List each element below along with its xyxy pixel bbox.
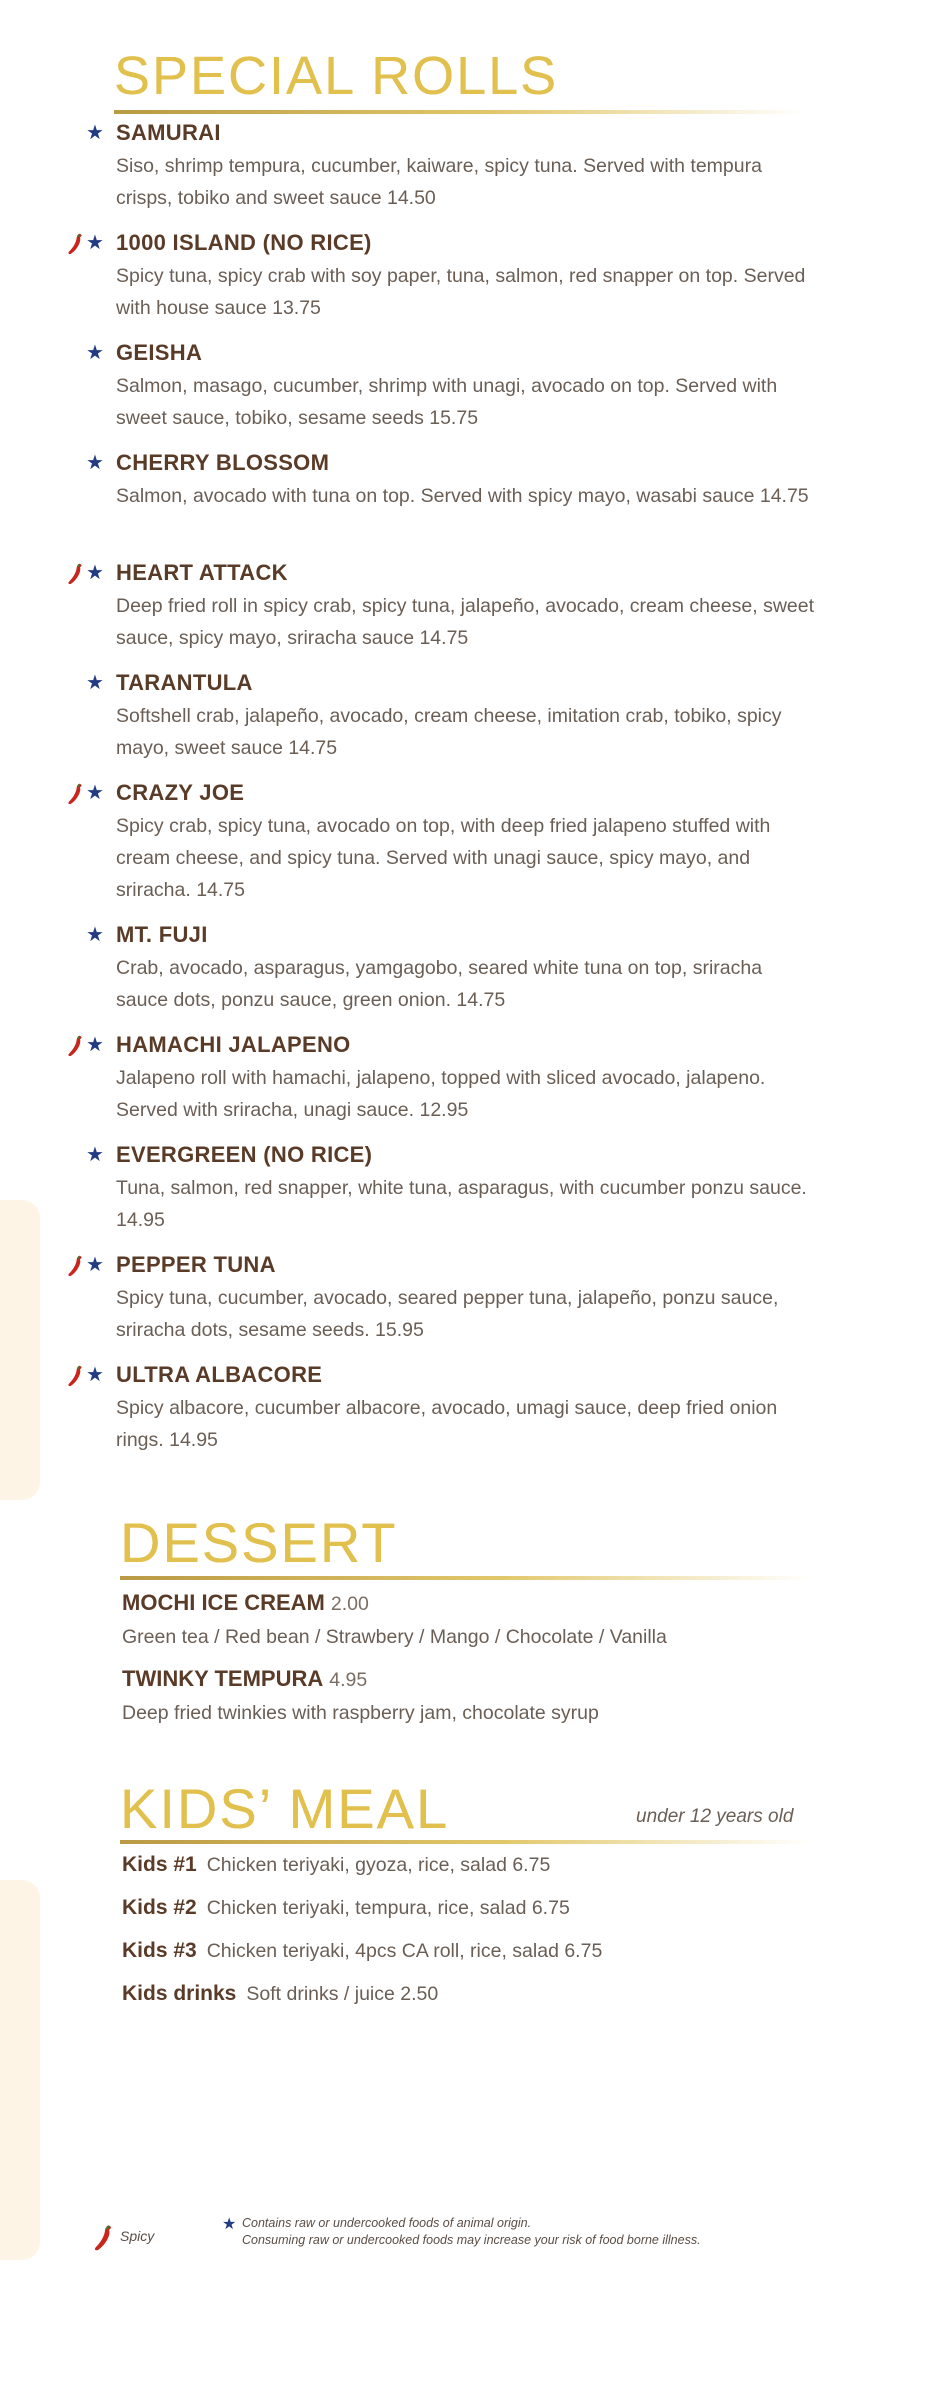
menu-item-desc: Spicy tuna, spicy crab with soy paper, tuna, salmon, red snapper on top. Served with house sauce 13.75 — [116, 265, 806, 319]
menu-item — [86, 118, 816, 214]
kids-meal-name: Kids #3 — [122, 1939, 197, 1962]
menu-item — [86, 228, 816, 324]
menu-item-name: CHERRY BLOSSOM — [116, 450, 330, 475]
dessert-title-rule — [120, 1576, 810, 1580]
menu-item-desc: Softshell crab, jalapeño, avocado, cream cheese, imitation crab, tobiko, spicy mayo, sweet sauce 14.75 — [116, 705, 782, 759]
star-icon: ★ — [86, 1254, 104, 1276]
menu-item-desc: Crab, avocado, asparagus, yamgagobo, seared white tuna on top, sriracha sauce dots, ponzu sauce, green onion. 14.75 — [116, 957, 763, 1011]
kids-meal-title-rule — [120, 1840, 810, 1844]
dessert-item-name: TWINKY TEMPURA — [122, 1666, 324, 1691]
star-icon: ★ — [86, 232, 104, 254]
kids-meal-desc: Chicken teriyaki, tempura, rice, salad 6.75 — [206, 1897, 570, 1919]
menu-item-name: EVERGREEN (NO RICE) — [116, 1142, 373, 1167]
legend-raw-line2: Consuming raw or undercooked foods may increase your risk of food borne illness. — [242, 2233, 701, 2247]
menu-item — [86, 448, 816, 512]
menu-item — [86, 558, 816, 654]
menu-item-name: 1000 ISLAND (NO RICE) — [116, 230, 372, 255]
dessert-item-price: 4.95 — [329, 1669, 368, 1691]
menu-item — [86, 920, 816, 1016]
star-icon: ★ — [86, 452, 104, 474]
kids-meal-title: KIDS’ MEAL — [120, 1777, 450, 1840]
menu-item-desc: Siso, shrimp tempura, cucumber, kaiware, spicy tuna. Served with tempura crisps, tobiko and sweet sauce 14.50 — [116, 155, 762, 209]
star-icon: ★ — [86, 1364, 104, 1386]
dessert-item — [122, 1664, 822, 1729]
star-icon: ★ — [86, 924, 104, 946]
menu-item — [86, 778, 816, 906]
menu-item-name: GEISHA — [116, 340, 203, 365]
kids-meal-name: Kids drinks — [122, 1982, 237, 2005]
chili-pepper-icon — [92, 2224, 114, 2252]
menu-item-name: PEPPER TUNA — [116, 1252, 276, 1277]
chili-pepper-icon — [66, 782, 84, 806]
chili-pepper-icon — [66, 562, 84, 586]
dessert-item-price: 2.00 — [330, 1593, 369, 1615]
menu-item — [86, 338, 816, 434]
star-icon: ★ — [86, 122, 104, 144]
decorative-background-shape — [0, 1880, 40, 2260]
star-icon: ★ — [86, 782, 104, 804]
legend-raw-line1: Contains raw or undercooked foods of animal origin. — [242, 2216, 532, 2230]
chili-pepper-icon — [66, 232, 84, 256]
decorative-background-shape — [0, 1200, 40, 1500]
chili-pepper-icon — [66, 1364, 84, 1388]
menu-item — [86, 668, 816, 764]
menu-item-name: TARANTULA — [116, 670, 253, 695]
menu-item-name: SAMURAI — [116, 120, 221, 145]
menu-item — [86, 1140, 816, 1236]
kids-meal-subtitle: under 12 years old — [636, 1806, 794, 1827]
legend-raw — [222, 2216, 922, 2256]
kids-meal-desc: Soft drinks / juice 2.50 — [246, 1983, 439, 2005]
star-icon: ★ — [86, 342, 104, 364]
menu-item — [86, 1030, 816, 1126]
star-icon: ★ — [86, 562, 104, 584]
dessert-item-desc: Green tea / Red bean / Strawbery / Mango / Chocolate / Vanilla — [122, 1626, 667, 1648]
menu-item-desc: Spicy tuna, cucumber, avocado, seared pepper tuna, jalapeño, ponzu sauce, sriracha dots, sesame seeds. 15.95 — [116, 1287, 779, 1341]
menu-item-desc: Tuna, salmon, red snapper, white tuna, asparagus, with cucumber ponzu sauce. 14.95 — [116, 1177, 807, 1231]
menu-item-name: ULTRA ALBACORE — [116, 1362, 323, 1387]
menu-item-desc: Spicy crab, spicy tuna, avocado on top, with deep fried jalapeno stuffed with cream cheese, and spicy tuna. Served with unagi sauce, spicy mayo, and sriracha. 14.75 — [116, 815, 771, 901]
special-rolls-title-rule — [114, 110, 804, 114]
menu-item-desc: Spicy albacore, cucumber albacore, avocado, umagi sauce, deep fried onion rings. 14.95 — [116, 1397, 778, 1451]
kids-meal-row — [122, 1850, 550, 1880]
dessert-title: DESSERT — [120, 1511, 398, 1574]
dessert-item-name: MOCHI ICE CREAM — [122, 1590, 325, 1615]
legend-spicy-label: Spicy — [120, 2228, 155, 2244]
star-icon: ★ — [86, 1144, 104, 1166]
dessert-item-desc: Deep fried twinkies with raspberry jam, chocolate syrup — [122, 1702, 599, 1724]
kids-meal-desc: Chicken teriyaki, 4pcs CA roll, rice, salad 6.75 — [206, 1940, 603, 1962]
menu-item-desc: Salmon, avocado with tuna on top. Served with spicy mayo, wasabi sauce 14.75 — [116, 485, 809, 507]
chili-pepper-icon — [66, 1254, 84, 1278]
dessert-item — [122, 1588, 822, 1653]
kids-meal-row — [122, 1936, 602, 1966]
menu-item-name: MT. FUJI — [116, 922, 208, 947]
menu-item — [86, 1250, 816, 1346]
special-rolls-title: SPECIAL ROLLS — [114, 46, 559, 106]
chili-pepper-icon — [66, 1034, 84, 1058]
menu-item-desc: Jalapeno roll with hamachi, jalapeno, topped with sliced avocado, jalapeno. Served with sriracha, unagi sauce. 12.95 — [116, 1067, 766, 1121]
menu-item-name: HEART ATTACK — [116, 560, 288, 585]
menu-item — [86, 1360, 816, 1456]
menu-item-name: CRAZY JOE — [116, 780, 245, 805]
kids-meal-desc: Chicken teriyaki, gyoza, rice, salad 6.75 — [206, 1854, 551, 1876]
kids-meal-row — [122, 1893, 570, 1923]
kids-meal-name: Kids #1 — [122, 1853, 197, 1876]
kids-meal-row — [122, 1979, 438, 2009]
menu-item-desc: Deep fried roll in spicy crab, spicy tuna, jalapeño, avocado, cream cheese, sweet sauce, spicy mayo, sriracha sauce 14.75 — [116, 595, 815, 649]
star-icon: ★ — [222, 2216, 237, 2233]
menu-item-name: HAMACHI JALAPENO — [116, 1032, 351, 1057]
star-icon: ★ — [86, 672, 104, 694]
kids-meal-name: Kids #2 — [122, 1896, 197, 1919]
star-icon: ★ — [86, 1034, 104, 1056]
menu-item-desc: Salmon, masago, cucumber, shrimp with unagi, avocado on top. Served with sweet sauce, tobiko, sesame seeds 15.75 — [116, 375, 778, 429]
